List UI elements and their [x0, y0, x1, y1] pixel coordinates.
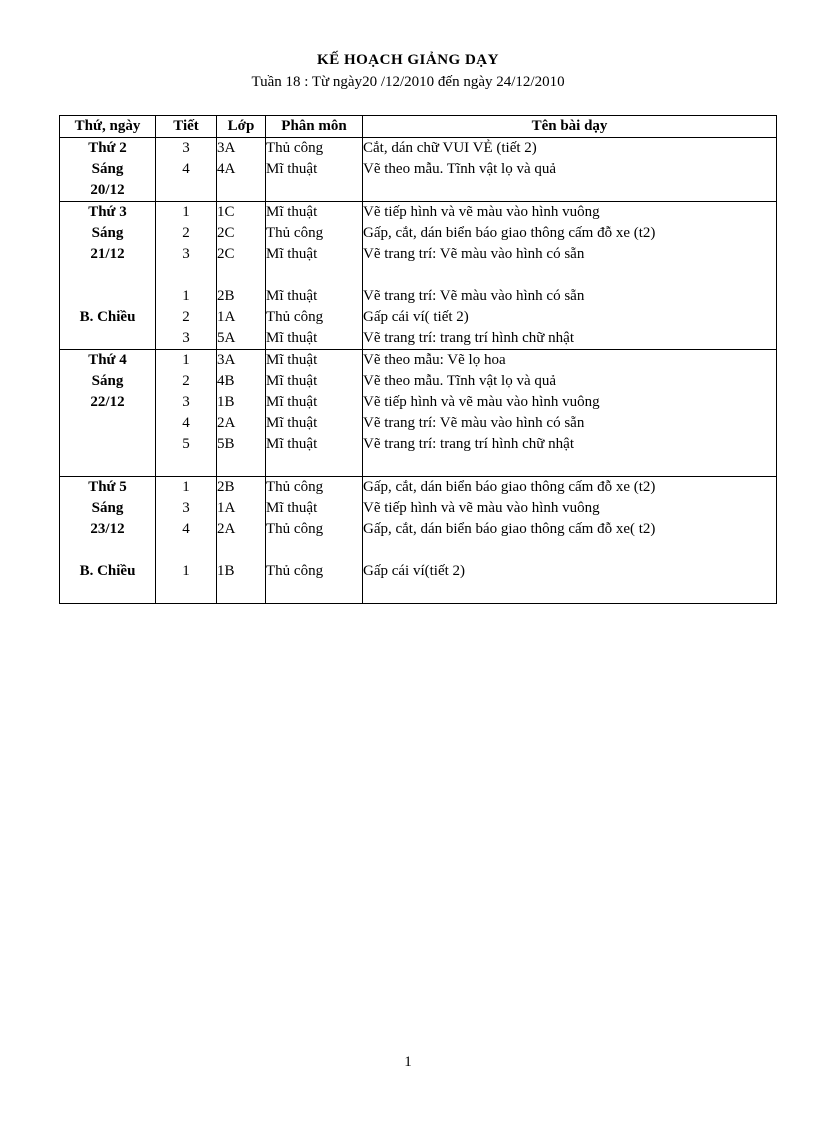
phan-mon-cell-line — [266, 180, 362, 201]
day-cell — [60, 350, 156, 477]
lop-cell — [217, 350, 266, 477]
table-body — [60, 138, 777, 604]
tiet-cell-line: 3 — [182, 140, 190, 156]
ten-bai-cell-line: Vẽ trang trí: trang trí hình chữ nhật — [363, 330, 574, 346]
phan-mon-cell-line: Mĩ thuật — [266, 161, 318, 177]
day-cell-line: 20/12 — [90, 182, 125, 198]
tiet-cell — [156, 138, 217, 202]
day-cell-line: Thứ 2 — [88, 140, 127, 156]
ten-bai-cell-line: Vẽ trang trí: Vẽ màu vào hình có sẵn — [363, 415, 585, 431]
day-cell-line: 23/12 — [90, 521, 125, 537]
phan-mon-cell-line: Thủ công — [266, 140, 324, 156]
day-cell-line: Sáng — [91, 373, 124, 389]
lop-cell-line: 1A — [217, 309, 236, 325]
lop-cell-line — [217, 180, 265, 201]
lop-cell-line: 1A — [217, 500, 236, 516]
tiet-cell — [156, 202, 217, 350]
day-cell-line: Sáng — [91, 500, 124, 516]
phan-mon-cell — [266, 477, 363, 604]
lop-cell-line: 3A — [217, 352, 236, 368]
ten-bai-cell-line: Gấp, cắt, dán biển báo giao thông cấm đỗ xe (t2) — [363, 225, 656, 241]
lop-cell — [217, 138, 266, 202]
ten-bai-cell-line: Vẽ tiếp hình và vẽ màu vào hình vuông — [363, 394, 600, 410]
lop-cell-line: 2C — [217, 225, 235, 241]
day-cell — [60, 202, 156, 350]
tiet-cell — [156, 477, 217, 604]
tiet-cell-line: 4 — [182, 415, 190, 431]
tiet-cell-line: 2 — [182, 225, 190, 241]
tiet-cell-line: 4 — [182, 521, 190, 537]
lesson-plan-table — [59, 115, 777, 604]
day-cell-line: B. Chiều — [79, 563, 136, 579]
tiet-cell-line: 2 — [182, 309, 190, 325]
ten-bai-cell-line: Vẽ trang trí: Vẽ màu vào hình có sẵn — [363, 288, 585, 304]
day-cell-line: Thứ 3 — [88, 204, 127, 220]
ten-bai-cell-line — [363, 265, 776, 286]
phan-mon-cell-line: Thủ công — [266, 479, 324, 495]
tiet-cell-line: 3 — [182, 500, 190, 516]
ten-bai-cell-line: Vẽ trang trí: Vẽ màu vào hình có sẵn — [363, 246, 585, 262]
day-cell-line — [60, 286, 155, 307]
ten-bai-cell-line — [363, 455, 776, 476]
phan-mon-cell — [266, 350, 363, 477]
phan-mon-cell-line: Thủ công — [266, 521, 324, 537]
day-cell-line — [60, 265, 155, 286]
tiet-cell-line — [156, 265, 216, 286]
ten-bai-cell-line: Vẽ tiếp hình và vẽ màu vào hình vuông — [363, 204, 600, 220]
lop-cell-line: 2A — [217, 521, 236, 537]
ten-bai-cell-line: Gấp, cắt, dán biển báo giao thông cấm đỗ xe( t2) — [363, 521, 656, 537]
phan-mon-cell-line: Mĩ thuật — [266, 373, 318, 389]
day-cell-line — [60, 413, 155, 434]
phan-mon-cell-line: Mĩ thuật — [266, 288, 318, 304]
header-lop: Lớp — [217, 116, 266, 138]
tiet-cell-line — [156, 455, 216, 476]
day-cell-line: 22/12 — [90, 394, 125, 410]
lop-cell-line — [217, 265, 265, 286]
phan-mon-cell-line: Mĩ thuật — [266, 500, 318, 516]
ten-bai-cell-line: Gấp cái ví( tiết 2) — [363, 309, 469, 325]
phan-mon-cell-line — [266, 540, 362, 561]
phan-mon-cell-line — [266, 582, 362, 603]
lop-cell-line: 1C — [217, 204, 235, 220]
header-phan-mon: Phân môn — [266, 116, 363, 138]
lop-cell-line — [217, 582, 265, 603]
lop-cell-line: 1B — [217, 394, 235, 410]
ten-bai-cell — [363, 477, 777, 604]
day-cell-line — [60, 540, 155, 561]
day-cell-line: Thứ 4 — [88, 352, 127, 368]
day-cell-line: Sáng — [91, 161, 124, 177]
header-thu-ngay: Thứ, ngày — [60, 116, 156, 138]
phan-mon-cell-line: Mĩ thuật — [266, 352, 318, 368]
phan-mon-cell-line: Thủ công — [266, 225, 324, 241]
ten-bai-cell-line — [363, 582, 776, 603]
phan-mon-cell — [266, 138, 363, 202]
phan-mon-cell-line — [266, 455, 362, 476]
lop-cell-line: 5A — [217, 330, 236, 346]
lop-cell-line: 3A — [217, 140, 236, 156]
phan-mon-cell-line: Mĩ thuật — [266, 394, 318, 410]
ten-bai-cell — [363, 350, 777, 477]
tiet-cell-line — [156, 540, 216, 561]
ten-bai-cell-line: Gấp cái ví(tiết 2) — [363, 563, 466, 579]
phan-mon-cell-line — [266, 265, 362, 286]
day-cell-line — [60, 328, 155, 349]
lop-cell-line: 4B — [217, 373, 235, 389]
lop-cell-line — [217, 540, 265, 561]
tiet-cell-line: 3 — [182, 330, 190, 346]
day-cell-line: B. Chiều — [79, 309, 136, 325]
tiet-cell-line: 1 — [182, 204, 190, 220]
header-ten-bai: Tên bài dạy — [363, 116, 777, 138]
lop-cell-line: 2C — [217, 246, 235, 262]
day-cell — [60, 138, 156, 202]
phan-mon-cell-line: Mĩ thuật — [266, 204, 318, 220]
table-row — [60, 350, 777, 477]
tiet-cell-line: 4 — [182, 161, 190, 177]
ten-bai-cell-line: Cắt, dán chữ VUI VẺ (tiết 2) — [363, 140, 537, 156]
table-header-row — [60, 116, 777, 138]
phan-mon-cell — [266, 202, 363, 350]
day-cell-line: 21/12 — [90, 246, 125, 262]
lop-cell-line: 2A — [217, 415, 236, 431]
ten-bai-cell-line: Vẽ tiếp hình và vẽ màu vào hình vuông — [363, 500, 600, 516]
day-cell-line: Thứ 5 — [88, 479, 127, 495]
day-cell-line — [60, 582, 155, 603]
table-row — [60, 138, 777, 202]
day-cell-line — [60, 455, 155, 476]
lop-cell-line: 1B — [217, 563, 235, 579]
document-subtitle: Tuần 18 : Từ ngày20 /12/2010 đến ngày 24/12/2010 — [251, 74, 565, 90]
table-row — [60, 202, 777, 350]
page-number: 1 — [404, 1054, 412, 1070]
tiet-cell-line: 1 — [182, 563, 190, 579]
header-tiet: Tiết — [156, 116, 217, 138]
ten-bai-cell-line: Vẽ trang trí: trang trí hình chữ nhật — [363, 436, 574, 452]
day-cell — [60, 477, 156, 604]
lop-cell-line: 2B — [217, 479, 235, 495]
tiet-cell-line: 1 — [182, 352, 190, 368]
ten-bai-cell-line: Vẽ theo mẫu. Tĩnh vật lọ và quả — [363, 161, 557, 177]
table-row — [60, 477, 777, 604]
tiet-cell-line: 3 — [182, 246, 190, 262]
ten-bai-cell — [363, 138, 777, 202]
tiet-cell — [156, 350, 217, 477]
lop-cell — [217, 477, 266, 604]
phan-mon-cell-line: Mĩ thuật — [266, 415, 318, 431]
phan-mon-cell-line: Mĩ thuật — [266, 436, 318, 452]
ten-bai-cell-line — [363, 540, 776, 561]
phan-mon-cell-line: Thủ công — [266, 309, 324, 325]
tiet-cell-line — [156, 582, 216, 603]
tiet-cell-line: 2 — [182, 373, 190, 389]
document-title: KẾ HOẠCH GIẢNG DẠY — [317, 52, 499, 68]
lop-cell-line: 2B — [217, 288, 235, 304]
phan-mon-cell-line: Mĩ thuật — [266, 246, 318, 262]
lop-cell — [217, 202, 266, 350]
phan-mon-cell-line: Mĩ thuật — [266, 330, 318, 346]
day-cell-line: Sáng — [91, 225, 124, 241]
tiet-cell-line: 1 — [182, 479, 190, 495]
phan-mon-cell-line: Thủ công — [266, 563, 324, 579]
lop-cell-line: 4A — [217, 161, 236, 177]
ten-bai-cell — [363, 202, 777, 350]
lop-cell-line: 5B — [217, 436, 235, 452]
ten-bai-cell-line: Vẽ theo mẫu. Tĩnh vật lọ và quả — [363, 373, 557, 389]
tiet-cell-line: 5 — [182, 436, 190, 452]
ten-bai-cell-line: Gấp, cắt, dán biển báo giao thông cấm đỗ xe (t2) — [363, 479, 656, 495]
ten-bai-cell-line — [363, 180, 776, 201]
tiet-cell-line: 1 — [182, 288, 190, 304]
tiet-cell-line — [156, 180, 216, 201]
ten-bai-cell-line: Vẽ theo mẫu: Vẽ lọ hoa — [363, 352, 506, 368]
day-cell-line — [60, 434, 155, 455]
tiet-cell-line: 3 — [182, 394, 190, 410]
lop-cell-line — [217, 455, 265, 476]
